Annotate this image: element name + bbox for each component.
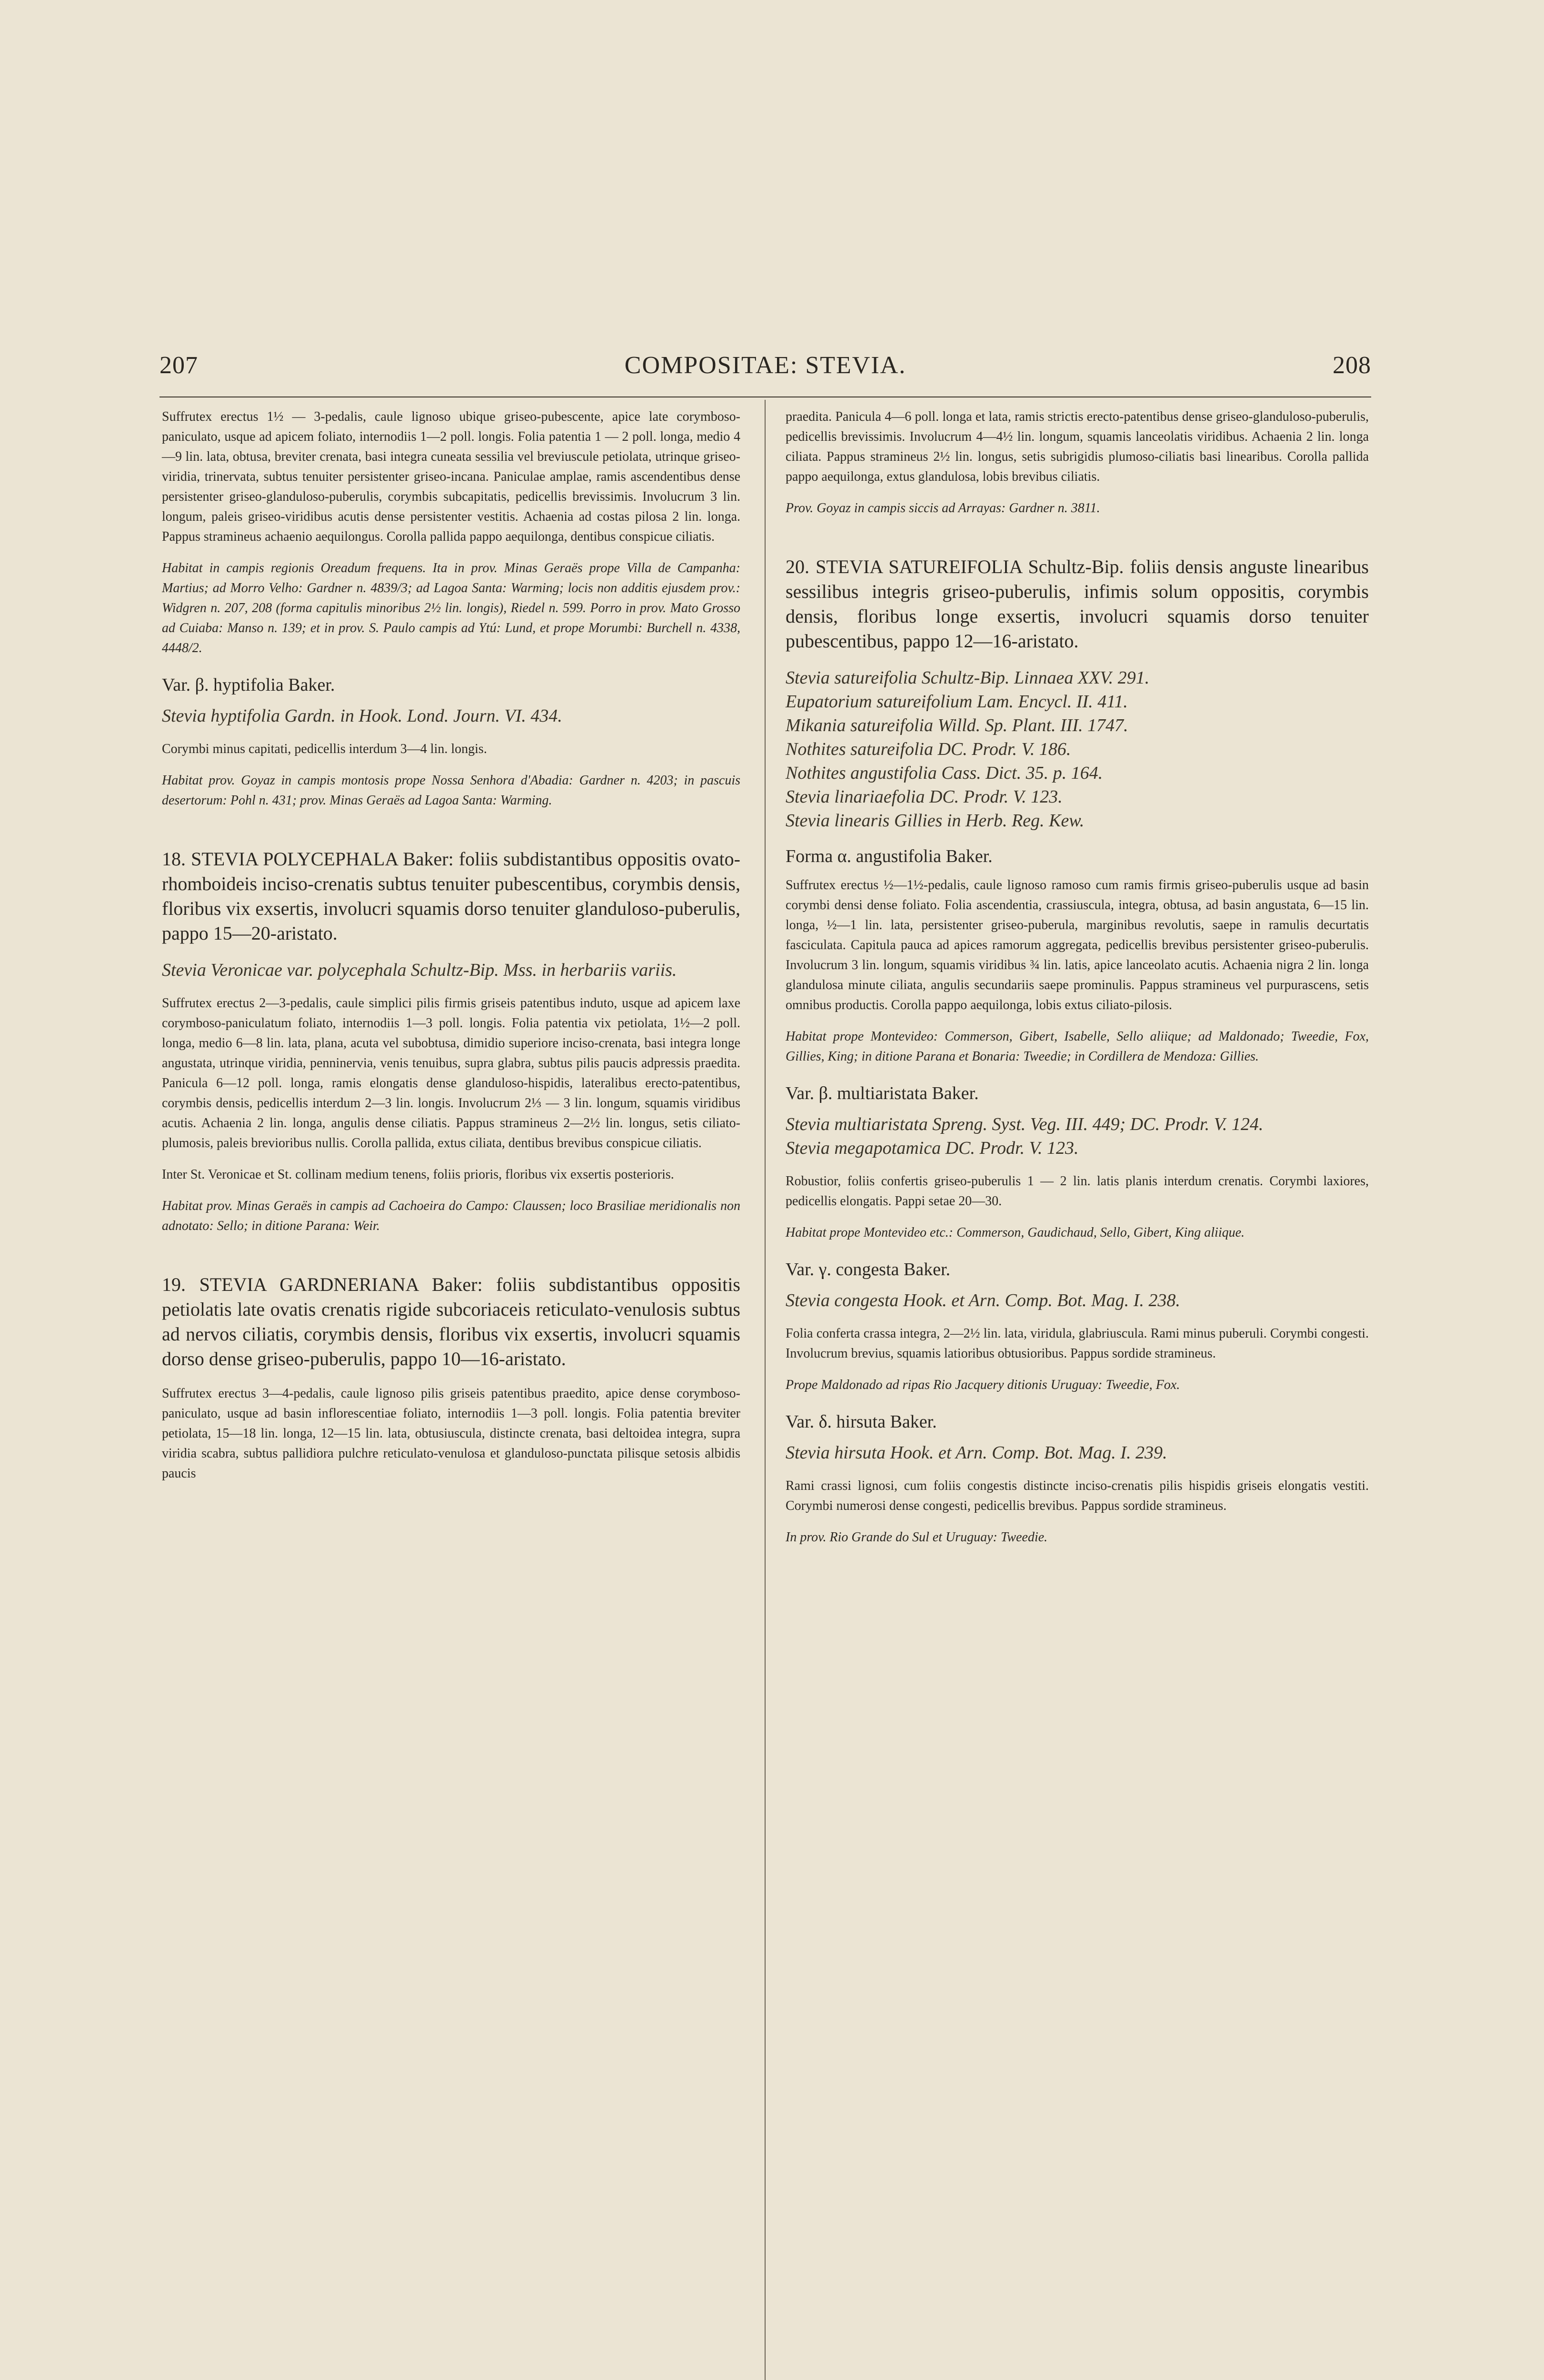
right-column-sm-block: Rami crassi lignosi, cum foliis congestis distincte inciso-crenatis pilis hispidis griseis elongatis vestiti. Corymbi numerosi dense congesti, pedicellis brevibus. Pappus sordide stramineus. [786, 1478, 1369, 1513]
right-column-hab-block: Habitat prope Montevideo etc.: Commerson, Gaudichaud, Sello, Gibert, King aliique. [786, 1225, 1245, 1240]
right-column-sm-block: Robustior, foliis confertis griseo-puberulis 1 — 2 lin. latis planis interdum crenatis. Corymbi laxiores, pedicellis elongatis. Pappi setae 20—30. [786, 1174, 1369, 1209]
right-column [786, 407, 1369, 1562]
right-column-big-block: 20. STEVIA SATUREIFOLIA Schultz-Bip. foliis densis anguste linearibus sessilibus integris griseo-puberulis, infimis solum oppositis, corymbis densis, floribus longe exsertis, involucri squamis dorso tenuiter pubescentibus, pappo 12—16-aristato. [786, 556, 1369, 652]
running-title: COMPOSITAE: STEVIA. [624, 352, 906, 379]
left-column-sm-block: Inter St. Veronicae et St. collinam medium tenens, foliis prioris, floribus vix exsertis posterioris. [162, 1167, 674, 1182]
left-column-sm-block: Corymbi minus capitati, pedicellis interdum 3—4 lin. longis. [162, 742, 487, 756]
left-column-big-block: 19. STEVIA GARDNERIANA Baker: foliis subdistantibus oppositis petiolatis late ovatis crenatis rigide subcoriaceis reticulato-venulosis subtus ad nervos ciliatis, corymbis densis, floribus vix exsertis, involucri squamis dorso dense griseo-puberulis, pappo 10—16-aristato. [162, 1274, 740, 1369]
block-spacer [162, 825, 740, 847]
left-column-syn-block: Stevia hyptifolia Gardn. in Hook. Lond. Journ. VI. 434. [162, 706, 562, 726]
right-column-syn-block: Stevia satureifolia Schultz-Bip. Linnaea XXV. 291. Eupatorium satureifolium Lam. Encycl. II. 411. Mikania satureifolia Willd. Sp. Plant. III. 1747. Nothites satureifolia DC. Prodr. V. 186. Nothites angustifolia Cass. Dict. 35. p. 164. Stevia linariaefolia DC. Prodr. V. 123. Stevia linearis Gillies in Herb. Reg. Kew. [786, 668, 1150, 831]
right-column-sm-block: Folia conferta crassa integra, 2—2½ lin. lata, viridula, glabriuscula. Rami minus puberuli. Corymbi congesti. Involucrum brevius, squamis latioribus obtusioribus. Pappus sordide stramineus. [786, 1326, 1369, 1361]
block-spacer [162, 1250, 740, 1272]
left-column-var-block: Var. β. hyptifolia Baker. [162, 675, 335, 695]
right-column-syn-block: Stevia multiaristata Spreng. Syst. Veg. III. 449; DC. Prodr. V. 124. Stevia megapotamica DC. Prodr. V. 123. [786, 1114, 1264, 1158]
right-column-var-block: Var. γ. congesta Baker. [786, 1259, 951, 1279]
right-column-sm-block: praedita. Panicula 4—6 poll. longa et lata, ramis strictis erecto-patentibus dense griseo-glanduloso-puberulis, pedicellis brevissimis. Involucrum 4—4½ lin. longum, squamis lanceolatis viridibus. Achaenia 2 lin. longa ciliata. Pappus stramineus 2½ lin. longus, setis subrigidis plumoso-ciliatis basi linearibus. Corolla pallida pappo aequilonga, extus glandulosa, lobis brevibus ciliatis. [786, 409, 1369, 484]
right-column-var-block: Var. δ. hirsuta Baker. [786, 1412, 937, 1432]
block-spacer [786, 533, 1369, 555]
left-column-hab-block: Habitat prov. Minas Geraës in campis ad Cachoeira do Campo: Claussen; loco Brasiliae meridionalis non adnotato: Sello; in ditione Parana: Weir. [162, 1199, 740, 1233]
page-number-right: 208 [1333, 352, 1371, 379]
right-column-var-block: Forma α. angustifolia Baker. [786, 846, 993, 866]
right-column-syn-block: Stevia congesta Hook. et Arn. Comp. Bot. Mag. I. 238. [786, 1290, 1180, 1310]
right-column-hab-block: Prope Maldonado ad ripas Rio Jacquery ditionis Uruguay: Tweedie, Fox. [786, 1378, 1180, 1392]
left-column-sm-block: Suffrutex erectus 2—3-pedalis, caule simplici pilis firmis griseis patentibus induto, usque ad apicem laxe corymboso-paniculatum foliato, internodiis 1—3 poll. longis. Folia patentia vix petiolata, 1½—2 poll. longa, medio 6—8 lin. lata, plana, acuta vel subobtusa, dimidio superiore inciso-crenata, basi integra longe angustata, utrinque viridia, penninervia, venis tenuibus, supra glabra, subtus pilis paucis adpressis praedita. Panicula 6—12 poll. longa, ramis elongatis dense glanduloso-hispidis, lateralibus erecto-patentibus, corymbis densis, pedicellis interdum 2—3 lin. longis. Involucrum 2⅓ — 3 lin. longum, squamis viridibus acutis. Achaenia 2 lin. longa, angulis dense ciliatis. Pappus stramineus 2—2½ lin. longus, setis ciliato-plumosis, paleis brevioribus nullis. Corolla pallida, extus ciliata, dentibus brevibus conspicue ciliatis. [162, 996, 740, 1150]
left-column-hab-block: Habitat in campis regionis Oreadum frequens. Ita in prov. Minas Geraës prope Villa de Campanha: Martius; ad Morro Velho: Gardner n. 4839/3; ad Lagoa Santa: Warming; locis non additis ejusdem prov.: Widgren n. 207, 208 (forma capitulis minoribus 2½ lin. longis), Riedel n. 599. Porro in prov. Mato Grosso ad Cuiaba: Manso n. 139; et in prov. S. Paulo campis ad Ytú: Lund, et prope Morumbi: Burchell n. 4338, 4448/2. [162, 561, 740, 655]
right-column-hab-block: In prov. Rio Grande do Sul et Uruguay: Tweedie. [786, 1530, 1048, 1545]
right-column-syn-block: Stevia hirsuta Hook. et Arn. Comp. Bot. Mag. I. 239. [786, 1443, 1167, 1463]
page-number-left: 207 [159, 352, 198, 379]
left-column-sm-block: Suffrutex erectus 3—4-pedalis, caule lignoso pilis griseis patentibus praedito, apice dense corymboso-paniculato, usque ad basin inflorescentiae foliato, internodiis 1—3 poll. longis. Folia patentia breviter petiolata, 15—18 lin. longa, 12—15 lin. lata, obtusiuscula, distincte crenata, basi deltoidea integra, supra viridia scabra, subtus pallidiora pulchre reticulato-venulosa et glanduloso-punctata pilisque setosis albidis paucis [162, 1386, 740, 1481]
left-column [162, 407, 740, 1495]
right-column-hab-block: Habitat prope Montevideo: Commerson, Gibert, Isabelle, Sello aliique; ad Maldonado; Tweedie, Fox, Gillies, King; in ditione Parana et Bonaria: Tweedie; in Cordillera de Mendoza: Gillies. [786, 1029, 1369, 1064]
page-header [159, 351, 1371, 394]
right-column-hab-block: Prov. Goyaz in campis siccis ad Arrayas: Gardner n. 3811. [786, 501, 1100, 516]
left-column-hab-block: Habitat prov. Goyaz in campis montosis prope Nossa Senhora d'Abadia: Gardner n. 4203; in pascuis desertorum: Pohl n. 431; prov. Minas Geraës ad Lagoa Santa: Warming. [162, 773, 740, 808]
left-column-big-block: 18. STEVIA POLYCEPHALA Baker: foliis subdistantibus oppositis ovato-rhomboideis inciso-crenatis subtus tenuiter pubescentibus, corymbis densis, floribus vix exsertis, involucri squamis dorso tenuiter glanduloso-puberulis, pappo 15—20-aristato. [162, 848, 740, 944]
right-column-var-block: Var. β. multiaristata Baker. [786, 1083, 979, 1103]
left-column-sm-block: Suffrutex erectus 1½ — 3-pedalis, caule lignoso ubique griseo-pubescente, apice late corymboso-paniculato, usque ad apicem foliato, internodiis 1—2 poll. longis. Folia patentia 1 — 2 poll. longa, medio 4—9 lin. lata, obtusa, breviter crenata, basi integra cuneata sessilia vel breviuscule petiolata, utrinque griseo-viridia, trinervata, subtus tenuiter persistenter griseo-incana. Paniculae amplae, ramis ascendentibus dense persistenter griseo-glanduloso-puberulis, corymbis subcapitatis, pedicellis brevissimis. Involucrum 3 lin. longum, paleis griseo-viridibus acutis dense persistenter vestitis. Achaenia ad costas pilosa 2 lin. longa. Pappus stramineus achaenio aequilongus. Corolla pallida pappo aequilonga, dentibus conspicue ciliatis. [162, 409, 740, 544]
left-column-syn-block: Stevia Veronicae var. polycephala Schultz-Bip. Mss. in herbariis variis. [162, 960, 677, 980]
right-column-sm-block: Suffrutex erectus ½—1½-pedalis, caule lignoso ramoso cum ramis firmis griseo-puberulis usque ad basin corymbi densi dense foliato. Folia ascendentia, crassiuscula, integra, obtusa, ad basin angustata, 6—15 lin. longa, ½—1 lin. lata, persistenter griseo-puberula, marginibus revolutis, saepe in ramulis decurtatis fasciculata. Capitula pauca ad apices ramorum aggregata, pedicellis brevibus persistenter griseo-puberulis. Involucrum 3 lin. longum, squamis viridibus ¾ lin. latis, apice lanceolato acutis. Achaenia nigra 2 lin. longa glandulosa minute ciliata, angulis secundariis saepe prominulis. Pappus stramineus vel purpurascens, setis omnibus productis. Corolla pappo aequilonga, lobis extus ciliato-pilosis. [786, 878, 1369, 1012]
column-divider [765, 400, 766, 2380]
